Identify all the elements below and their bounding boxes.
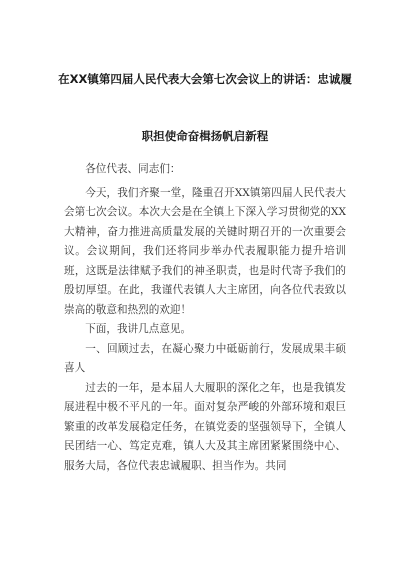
transition-paragraph: 下面，我讲几点意见。 [85,323,192,335]
opening-paragraph: 今天，我们齐聚一堂，隆重召开XX镇第四届人民代表大会第七次会议。本次大会是在全镇上下深入学习贯彻党的XX大精神，奋力推进高质量发展的关键时期召开的一次重要会议。会议期间，我们还将同步举办代表履职能力提升培训班，这既是法律赋予我们的神圣职责，也是时代寄予我们的殷切厚望。在此，我谨代表镇人大主席团，向各位代表致以崇高的敬意和热烈的欢迎！ [64,186,346,316]
document-body [64,160,346,476]
document-title-line-1: 在XX镇第四届人民代表大会第七次会议上的讲话：忠诚履 [58,72,352,86]
section-heading-1: 一、回顾过去，在凝心聚力中砥砺前行，发展成果丰硕喜人 [64,342,346,374]
document-title-line-2: 职担使命奋楫扬帆启新程 [141,129,269,143]
review-paragraph: 过去的一年，是本届人大履职的深化之年，也是我镇发展进程中极不平凡的一年。面对复杂严峻的外部环境和艰巨繁重的改革发展稳定任务，在镇党委的坚强领导下，全镇人民团结一心、笃定克难，镇人大及其主席团紧紧围绕中心、服务大局，各位代表忠诚履职、担当作为。共同 [64,381,346,472]
salutation-paragraph: 各位代表、同志们： [85,163,181,175]
